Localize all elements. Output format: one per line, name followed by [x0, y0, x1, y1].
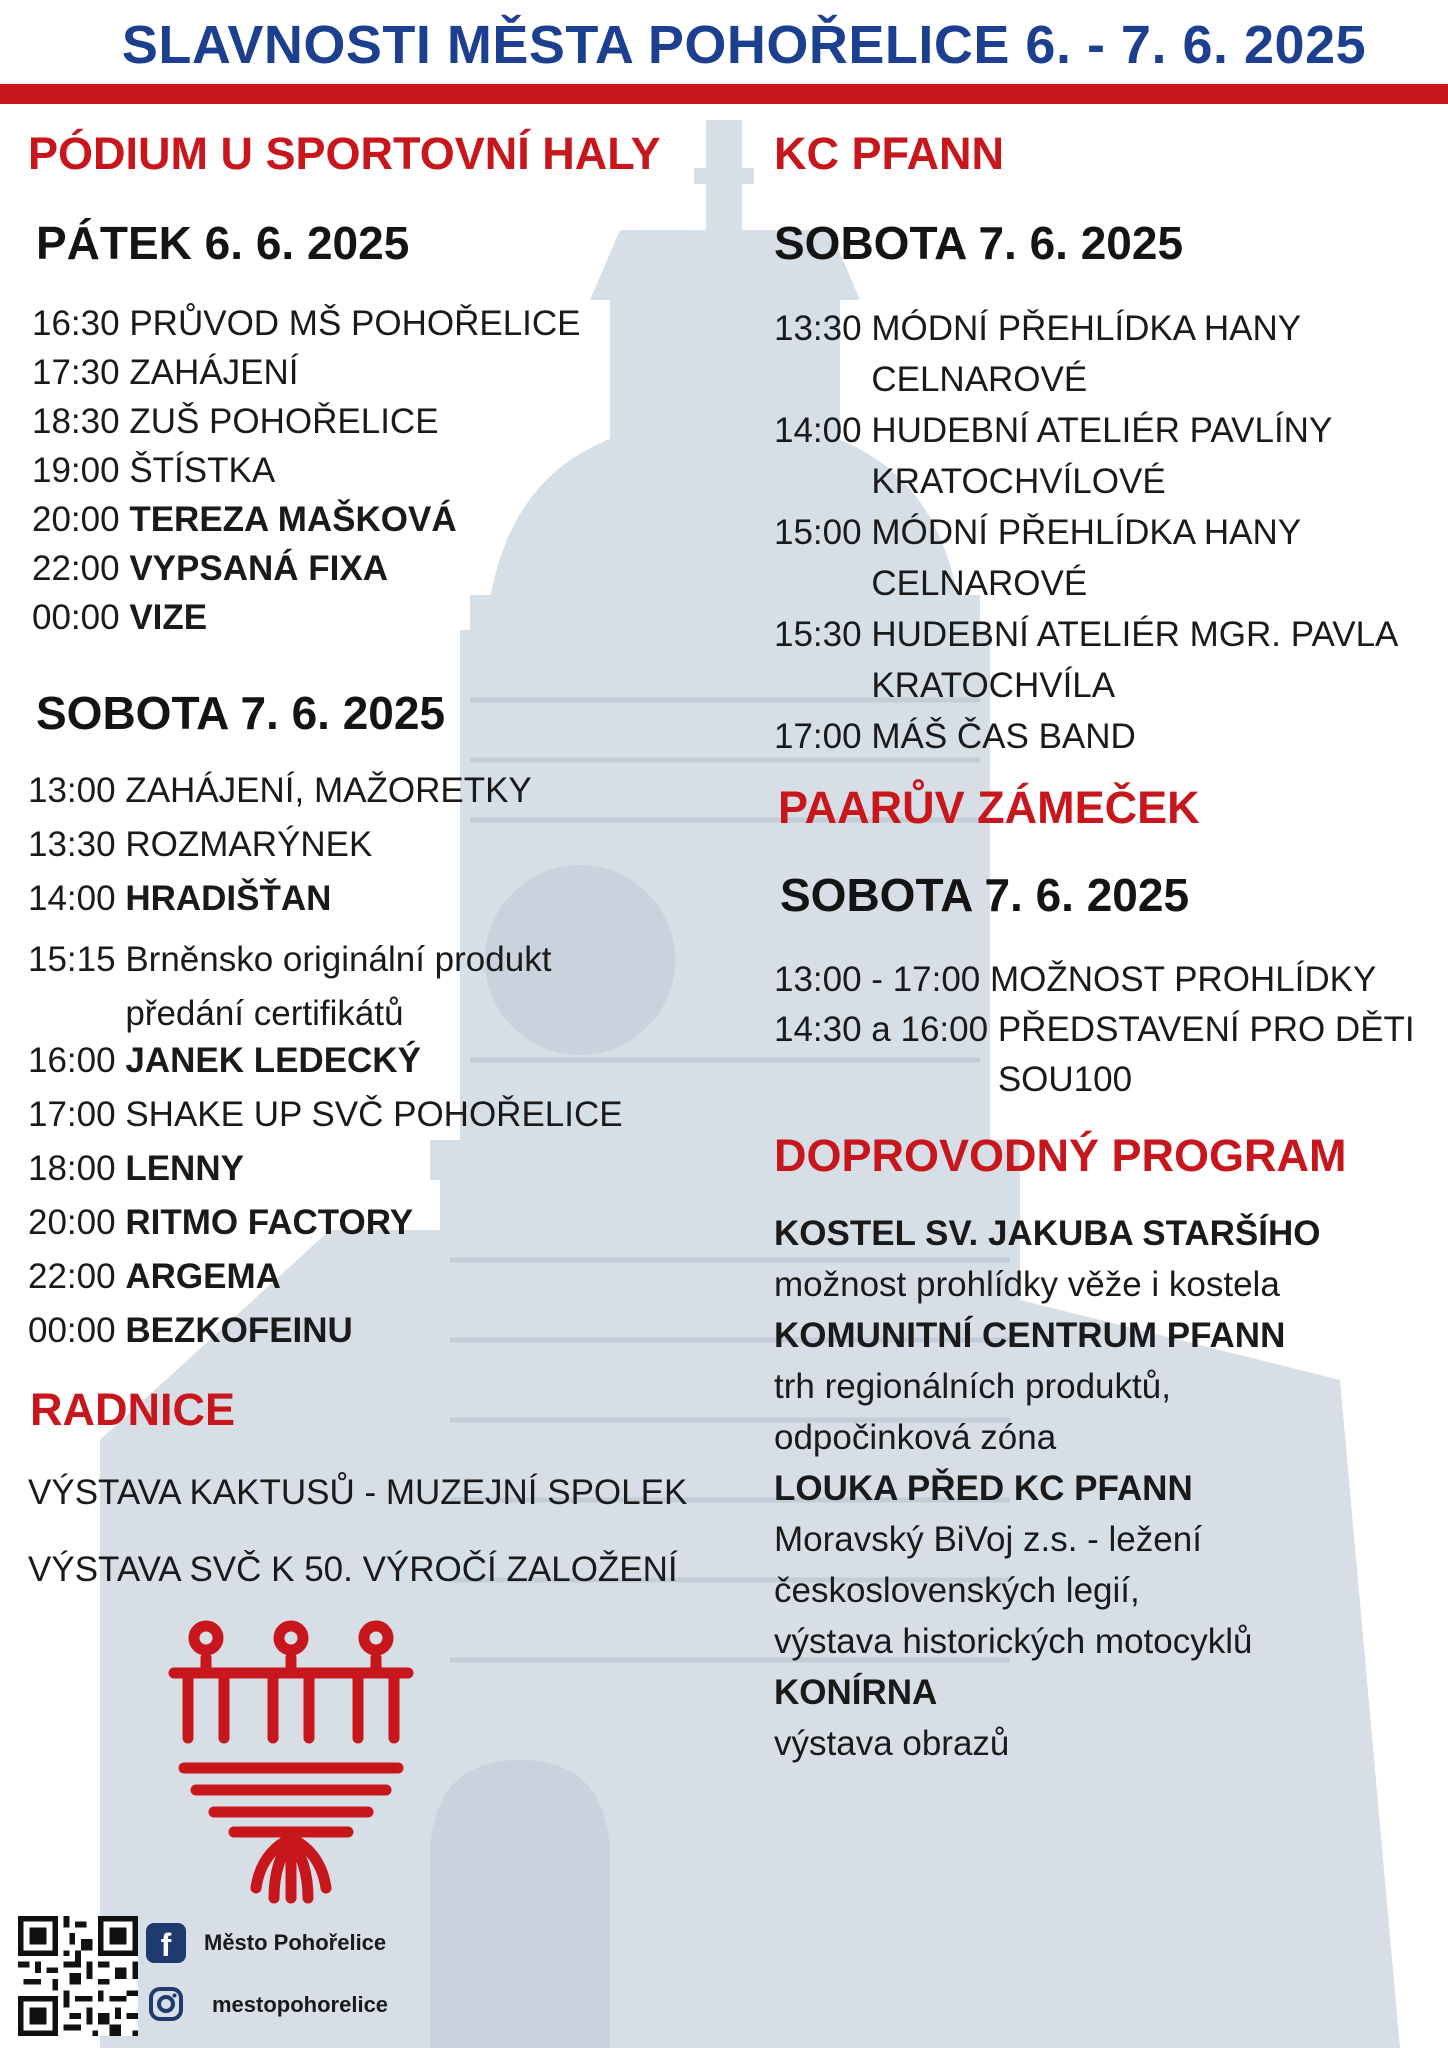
- venue-description: československých legií,: [774, 1571, 1140, 1610]
- qr-code-icon: [18, 1916, 138, 2036]
- list-item: 17:00 MÁŠ ČAS BAND: [774, 717, 1136, 756]
- section-zamecek-heading: PAARŮV ZÁMEČEK: [778, 782, 1200, 833]
- list-item: 20:00 TEREZA MAŠKOVÁ: [32, 500, 457, 539]
- venue-description: Moravský BiVoj z.s. - ležení: [774, 1520, 1202, 1559]
- venue-description: možnost prohlídky věže i kostela: [774, 1265, 1280, 1304]
- radnice-item: VÝSTAVA KAKTUSŮ - MUZEJNÍ SPOLEK: [28, 1473, 688, 1512]
- venue-name: KOMUNITNÍ CENTRUM PFANN: [774, 1316, 1286, 1355]
- list-item: 13:30 ROZMARÝNEK: [28, 825, 373, 864]
- list-item: 22:00 VYPSANÁ FIXA: [32, 549, 388, 588]
- list-item: 14:30 a 16:00 PŘEDSTAVENÍ PRO DĚTI SOU100: [774, 1010, 1415, 1099]
- podium-friday-label: PÁTEK 6. 6. 2025: [36, 217, 410, 269]
- section-radnice-heading: RADNICE: [30, 1384, 236, 1435]
- venue-name: KONÍRNA: [774, 1673, 938, 1712]
- list-item: 17:00 SHAKE UP SVČ POHOŘELICE: [28, 1095, 623, 1134]
- venue-description: výstava obrazů: [774, 1724, 1010, 1763]
- zamecek-day-label: SOBOTA 7. 6. 2025: [780, 869, 1190, 921]
- list-item: 18:00 LENNY: [28, 1149, 244, 1188]
- section-doprovodny-heading: DOPROVODNÝ PROGRAM: [774, 1130, 1347, 1181]
- list-item: 18:30 ZUŠ POHOŘELICE: [32, 402, 439, 441]
- list-item: 14:00 HRADIŠŤAN: [28, 879, 332, 918]
- list-item: 17:30 ZAHÁJENÍ: [32, 353, 299, 392]
- instagram-label: mestopohorelice: [212, 1992, 389, 2017]
- venue-description: odpočinková zóna: [774, 1418, 1057, 1457]
- list-item: 20:00 RITMO FACTORY: [28, 1203, 414, 1242]
- list-item: 15:00 MÓDNÍ PŘEHLÍDKA HANY CELNAROVÉ: [774, 513, 1302, 603]
- podium-saturday-label: SOBOTA 7. 6. 2025: [36, 687, 446, 739]
- list-item: 13:00 - 17:00 MOŽNOST PROHLÍDKY: [774, 960, 1377, 999]
- title-underline: [0, 84, 1448, 104]
- venue-description: trh regionálních produktů,: [774, 1367, 1171, 1406]
- venue-description: výstava historických motocyklů: [774, 1622, 1253, 1661]
- list-item: 00:00 BEZKOFEINU: [28, 1311, 353, 1350]
- list-item: 22:00 ARGEMA: [28, 1257, 281, 1296]
- city-logo: [166, 1618, 416, 1908]
- facebook-icon: f: [146, 1923, 186, 1963]
- venue-name: LOUKA PŘED KC PFANN: [774, 1469, 1193, 1508]
- list-item: 15:15 Brněnsko originální produkt předání certifikátů: [28, 940, 552, 1033]
- kc-pfann-day-label: SOBOTA 7. 6. 2025: [774, 217, 1184, 269]
- section-kc-pfann-heading: KC PFANN: [774, 128, 1005, 179]
- list-item: 19:00 ŠTÍSTKA: [32, 451, 276, 490]
- venue-name: KOSTEL SV. JAKUBA STARŠÍHO: [774, 1214, 1321, 1253]
- facebook-label: Město Pohořelice: [204, 1930, 387, 1955]
- radnice-item: VÝSTAVA SVČ K 50. VÝROČÍ ZALOŽENÍ: [28, 1550, 678, 1589]
- list-item: 16:00 JANEK LEDECKÝ: [28, 1041, 421, 1080]
- list-item: 14:00 HUDEBNÍ ATELIÉR PAVLÍNY KRATOCHVÍLOVÉ: [774, 411, 1333, 501]
- list-item: 13:00 ZAHÁJENÍ, MAŽORETKY: [28, 771, 532, 810]
- list-item: 15:30 HUDEBNÍ ATELIÉR MGR. PAVLA KRATOCHVÍLA: [774, 615, 1399, 705]
- list-item: 00:00 VIZE: [32, 598, 208, 637]
- instagram-icon: [148, 1986, 184, 2022]
- page-title: SLAVNOSTI MĚSTA POHOŘELICE 6. - 7. 6. 2025: [121, 15, 1367, 75]
- list-item: 13:30 MÓDNÍ PŘEHLÍDKA HANY CELNAROVÉ: [774, 309, 1302, 399]
- list-item: 16:30 PRŮVOD MŠ POHOŘELICE: [32, 304, 581, 343]
- section-podium-heading: PÓDIUM U SPORTOVNÍ HALY: [28, 128, 661, 179]
